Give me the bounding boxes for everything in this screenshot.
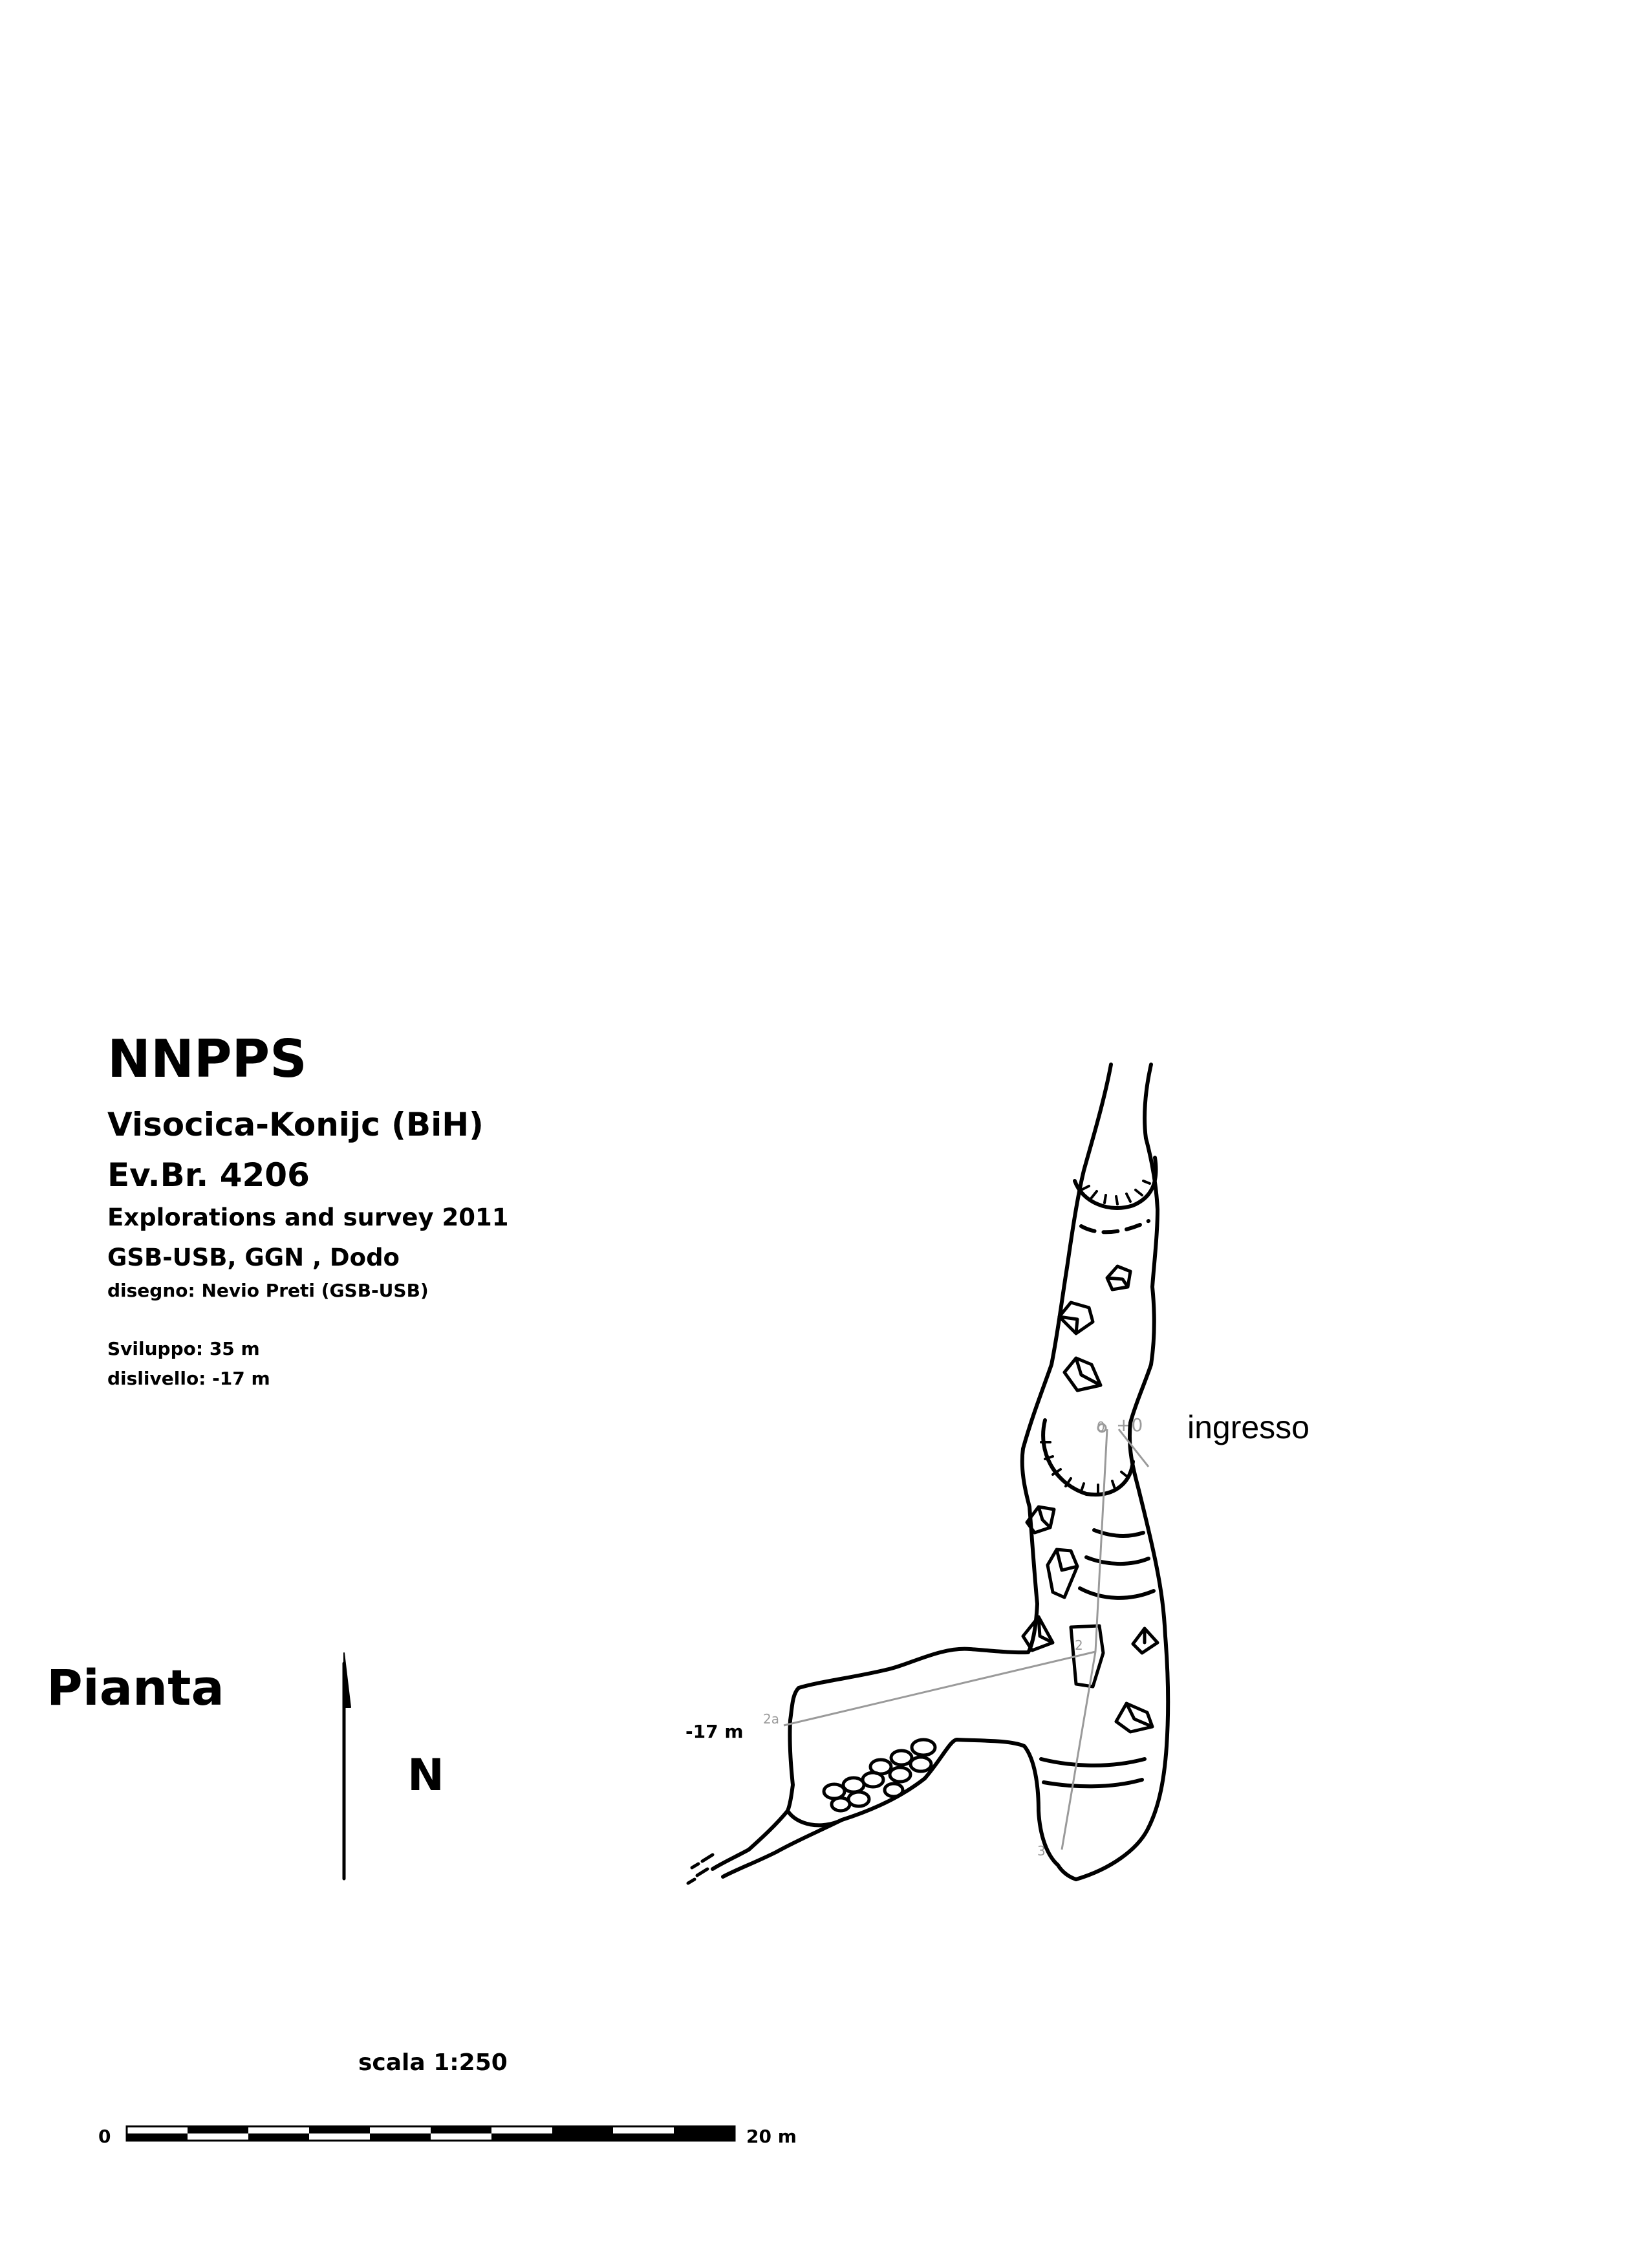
depth-stat: dislivello: -17 m bbox=[107, 1368, 270, 1389]
station-label: 3 bbox=[1037, 1843, 1046, 1859]
scale-label: scala 1:250 bbox=[358, 2049, 508, 2076]
cave-wall-exit bbox=[713, 1811, 788, 1869]
development-stat: Sviluppo: 35 m bbox=[107, 1338, 260, 1359]
scale-bar-segment bbox=[431, 2126, 491, 2133]
scale-bar-segment bbox=[127, 2133, 188, 2141]
floor-step bbox=[1041, 1759, 1145, 1766]
scale-bar-segment bbox=[370, 2133, 431, 2141]
scale-end-label: 20 m bbox=[746, 2126, 797, 2147]
drawing-credit: disegno: Nevio Preti (GSB-USB) bbox=[107, 1280, 429, 1301]
floor-step bbox=[1080, 1588, 1154, 1598]
scale-start-label: 0 bbox=[98, 2126, 111, 2147]
scale-bar-segment bbox=[248, 2133, 309, 2141]
dashed-ledge bbox=[1081, 1221, 1148, 1232]
cave-name: NNPPS bbox=[107, 1029, 307, 1089]
rock-blocks bbox=[824, 1740, 935, 1811]
scale-bar-segment bbox=[309, 2126, 370, 2133]
scale-bar-segment bbox=[188, 2126, 248, 2133]
cave-wall-exit bbox=[723, 1820, 842, 1877]
station-label: 2 bbox=[1075, 1637, 1083, 1653]
floor-step bbox=[1044, 1780, 1142, 1786]
station-label: 2a bbox=[763, 1711, 779, 1727]
explorations-note: Explorations and survey 2011 bbox=[107, 1204, 509, 1231]
north-label: N bbox=[407, 1750, 444, 1801]
entrance-label: ingresso bbox=[1187, 1409, 1310, 1445]
location: Visocica-Konijc (BiH) bbox=[107, 1106, 484, 1143]
boulders bbox=[1023, 1266, 1158, 1732]
station-label: +0 bbox=[1116, 1414, 1143, 1436]
floor-step bbox=[1086, 1557, 1148, 1564]
teams: GSB-USB, GGN , Dodo bbox=[107, 1244, 400, 1271]
scale-bar-segment bbox=[674, 2126, 735, 2133]
scale-bar bbox=[127, 2126, 735, 2141]
dashed-continuation bbox=[688, 1855, 713, 1883]
cave-wall-left bbox=[788, 1064, 1111, 1811]
view-label: Pianta bbox=[47, 1659, 224, 1716]
catalog-number: Ev.Br. 4206 bbox=[107, 1156, 310, 1194]
north-arrow-icon bbox=[344, 1653, 350, 1879]
bottom-depth-label: -17 m bbox=[685, 1721, 744, 1742]
scale-bar-segment bbox=[491, 2133, 735, 2141]
cave-wall-chamber bbox=[788, 1740, 1076, 1879]
scale-bar-segment bbox=[552, 2126, 613, 2133]
station-label: 0 bbox=[1097, 1419, 1105, 1434]
